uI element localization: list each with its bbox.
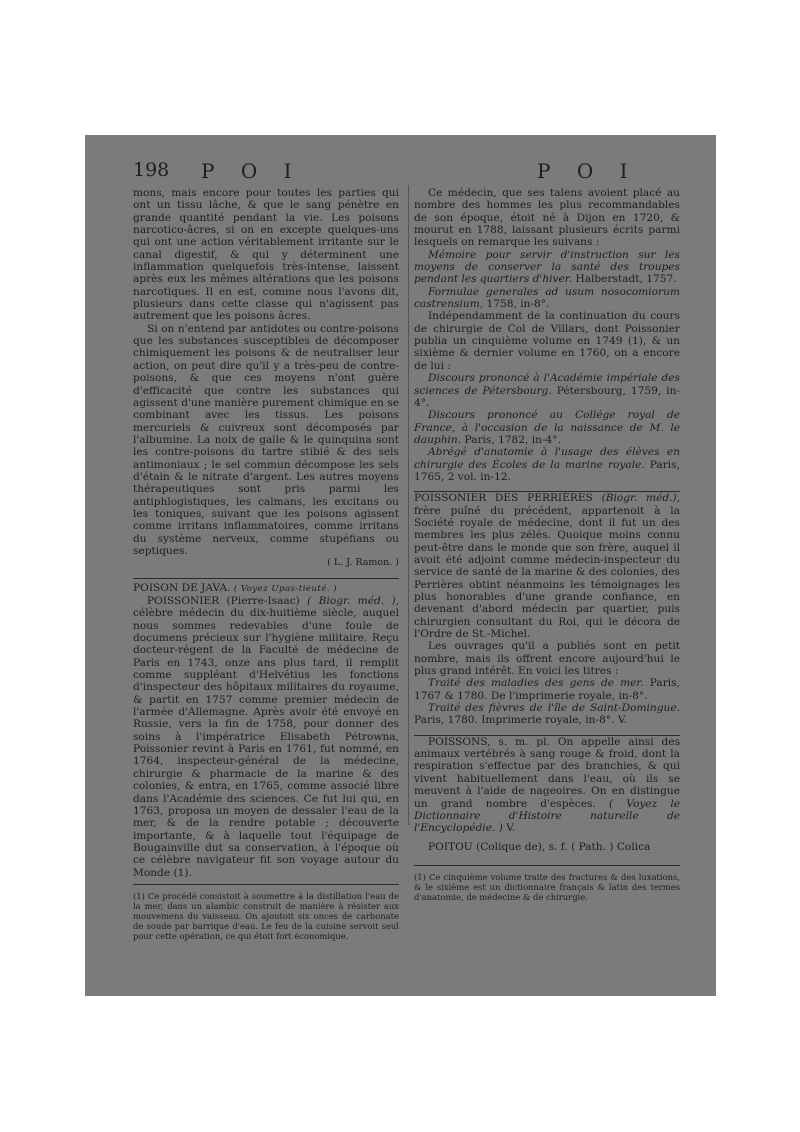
- work-citation: [414, 249, 680, 286]
- left-column: [133, 187, 399, 941]
- entry-rule: [133, 578, 399, 579]
- entry-heading: POISON DE JAVA.: [133, 581, 231, 594]
- work-title: Discours prononcé au Collége royal de France, à l'occasion de la naissance de M. le dauphin.: [414, 409, 680, 446]
- entry-heading: POISSONIER DES PERRIÈRES: [414, 492, 593, 505]
- paragraph: Les ouvrages qu'il a publiés sont en petit nombre, mais ils offrent encore aujourd'hui le plus grand intérêt. En voici les titres :: [414, 640, 680, 678]
- paragraph: Ce médecin, que ses talens avoient placé au nombre des hommes les plus recommandables de son époque, étoit né à Dijon en 1720, & mourut en 1788, laissant plusieurs écrits parmi lesquels on remarque les suivans :: [414, 187, 680, 249]
- entry-poitou: [414, 841, 680, 853]
- entry-tag: (Biogr. méd.),: [601, 492, 680, 505]
- running-head-right: P O I: [537, 159, 638, 183]
- work-citation: [414, 446, 680, 483]
- running-head-left: P O I: [201, 159, 302, 183]
- signature: V.: [617, 714, 628, 727]
- column-divider: [408, 185, 409, 825]
- entry-text: s. m. pl. On appelle ainsi des animaux vertébrés à sang rouge & froid, dont la respiration s'effectue par des branchies, & qui vivent habituellement dans l'eau, où ils se meuvent à l'aide de nageoires. On en distingue un grand nombre d'espèces.: [414, 735, 681, 810]
- paragraph: mons, mais encore pour toutes les parties qui ont un tissu lâche, & que le sang pénètre en grande quantité pendant la vie. Les poisons narcotico-âcres, si on en excepte quelques-uns qui ont une action véritablement irritante sur le canal digestif, & qui y déterminent une inflammation quelquefois très-intense, laissent après eux les mêmes altérations que les poisons narcotiques. Il en est, comme nous l'avons dit, plusieurs dans cette classe qui n'agissent pas autrement que les poisons âcres.: [133, 187, 399, 323]
- work-title: Formulae generales ad usum nosocomiorum castrensium,: [414, 285, 680, 311]
- entry-poissonier-des-perrieres: [414, 492, 680, 640]
- work-publication: Paris, 1780. Imprimerie royale, in-8°.: [414, 714, 615, 727]
- work-title: Discours prononcé à l'Académie impériale des sciences de Pétersbourg.: [414, 372, 680, 397]
- work-publication: Paris, 1765, 2 vol. in-12.: [414, 458, 680, 483]
- footnote: (1) Ce cinquième volume traite des fractures & des luxations, & le sixième est un dictionnaire français & latin des termes d'anatomie, de médecine & de chirurgie.: [414, 865, 680, 902]
- work-publication: Paris, 1782, in-4°.: [464, 433, 561, 446]
- work-citation: [414, 372, 680, 409]
- signature: V.: [506, 822, 516, 835]
- paragraph: Indépendamment de la continuation du cours de chirurgie de Col de Villars, dont Poissonier publia un cinquième volume en 1749 (1), & un sixième & dernier volume en 1760, on a encore de lui :: [414, 310, 680, 372]
- work-citation: [414, 286, 680, 311]
- entry-heading: POISSONS,: [428, 735, 491, 748]
- work-citation: [414, 409, 680, 446]
- right-column: [414, 187, 680, 902]
- work-citation: [414, 677, 680, 702]
- work-publication: Halberstadt, 1757.: [575, 273, 677, 286]
- work-title: Abrégé d'anatomie à l'usage des élèves en chirurgie des Écoles de la marine royale.: [414, 446, 680, 471]
- work-publication: Paris, 1767 & 1780. De l'imprimerie royale, in-8°.: [414, 677, 680, 702]
- entry-poissonier: [133, 595, 399, 879]
- work-publication: 1758, in-8°.: [486, 298, 550, 311]
- work-title: Traité des fièvres de l'île de Saint-Domingue.: [428, 702, 680, 715]
- cross-reference: ( Voyez Upas-tieuté. ): [233, 583, 338, 594]
- paragraph: Si on n'entend par antidotes ou contre-poisons que les substances susceptibles de décomposer chimiquement les poisons & de neutraliser leur action, on peut dire qu'il y a très-peu de contre-poisons, & que ces moyens n'ont guère d'efficacité que contre les substances qui agissent d'une manière purement chimique en se combinant avec les tissus. Les poisons mercuriels & cuivreux sont décomposés par l'albumine. La noix de galle & le quinquina sont les contre-poisons du tartre stibié & des sels antimoniaux ; le sel commun décompose les sels d'étain & le nitrate d'argent. Les autres moyens thérapeutiques sont pris parmi les antiphlogistiques, les calmans, les excitans ou les toniques, suivant que les poisons agissent comme irritans inflammatoires, comme irritans du système nerveux, comme stupéfians ou septiques.: [133, 322, 399, 557]
- signature: ( L. J. Ramon. ): [327, 557, 399, 569]
- work-title: Mémoire pour servir d'instruction sur les moyens de conserver la santé des troupes pendant les quartiers d'hiver.: [414, 248, 680, 286]
- entry-tag: ( Biogr. méd. ),: [307, 595, 399, 607]
- footnote: (1) Ce procédé consistoit à soumettre à la distillation l'eau de la mer, dans un alambic construit de manière à résister aux mouvemens du vaisseau. On ajoutoit six onces de carbonate de soude par barrique d'eau. Le feu de la cuisine servoit seul pour cette opération, ce qui étoit fort économique.: [133, 884, 399, 941]
- entry-heading: POITOU: [428, 840, 473, 853]
- entry-poison-de-java: [133, 582, 399, 595]
- page-number: 198: [133, 159, 170, 181]
- entry-heading: POISSONIER (Pierre-Isaac): [147, 595, 300, 607]
- scanned-page: [85, 135, 716, 996]
- entry-text: célèbre médecin du dix-huitième siècle, auquel nous sommes redevables d'une foule de documens précieux sur l'hygiène militaire. Reçu docteur-régent de la Faculté de médecine de Paris en 1743, onze ans plus tard, il remplit comme suppléant d'Helvétius les fonctions d'inspecteur des hôpitaux militaires du royaume, & partit en 1757 comme premier médecin de l'armée d'Allemagne. Après avoir été envoyé en Russie, vers la fin de 1758, pour donner des soins à l'impératrice Elisabeth Pétrowna, Poissonier revint à Paris en 1761, fut nommé, en 1764, inspecteur-général de la médecine, chirurgie & pharmacie de la marine & des colonies, & entra, en 1765, comme associé libre dans l'Académie des sciences. Ce fut lui qui, en 1763, proposa un moyen de dessaler l'eau de la mer, & de la rendre potable ; découverte importante, & à laquelle tout l'équipage de Bougainville dut sa conservation, à l'époque où ce célèbre navigateur fit son voyage autour du Monde (1).: [133, 607, 399, 879]
- entry-text: frère puîné du précédent, appartenoit à la Société royale de médecine, dont il fut un des membres les plus zélés. Quoique moins connu peut-être dans le monde que son frère, auquel il avoit été adjoint comme médecin-inspecteur du service de santé de la marine & des colonies, des Perrières obtint néanmoins les témoignages les plus honorables d'une grande confiance, en devenant d'abord médecin par quartier, puis chirurgien consultant du Roi, qui le décora de l'Ordre de St.-Michel.: [414, 504, 680, 641]
- work-citation: [414, 702, 680, 727]
- cross-reference: ( Voyez le Dictionnaire d'Histoire naturelle de l'Encyclopédie. ): [414, 797, 680, 835]
- entry-poissons: [414, 736, 680, 835]
- work-title: Traité des maladies des gens de mer.: [428, 677, 644, 690]
- entry-text: (Colique de), s. f. ( Path. ) Colica: [476, 840, 651, 853]
- work-publication: Pétersbourg, 1759, in-4°.: [414, 384, 680, 409]
